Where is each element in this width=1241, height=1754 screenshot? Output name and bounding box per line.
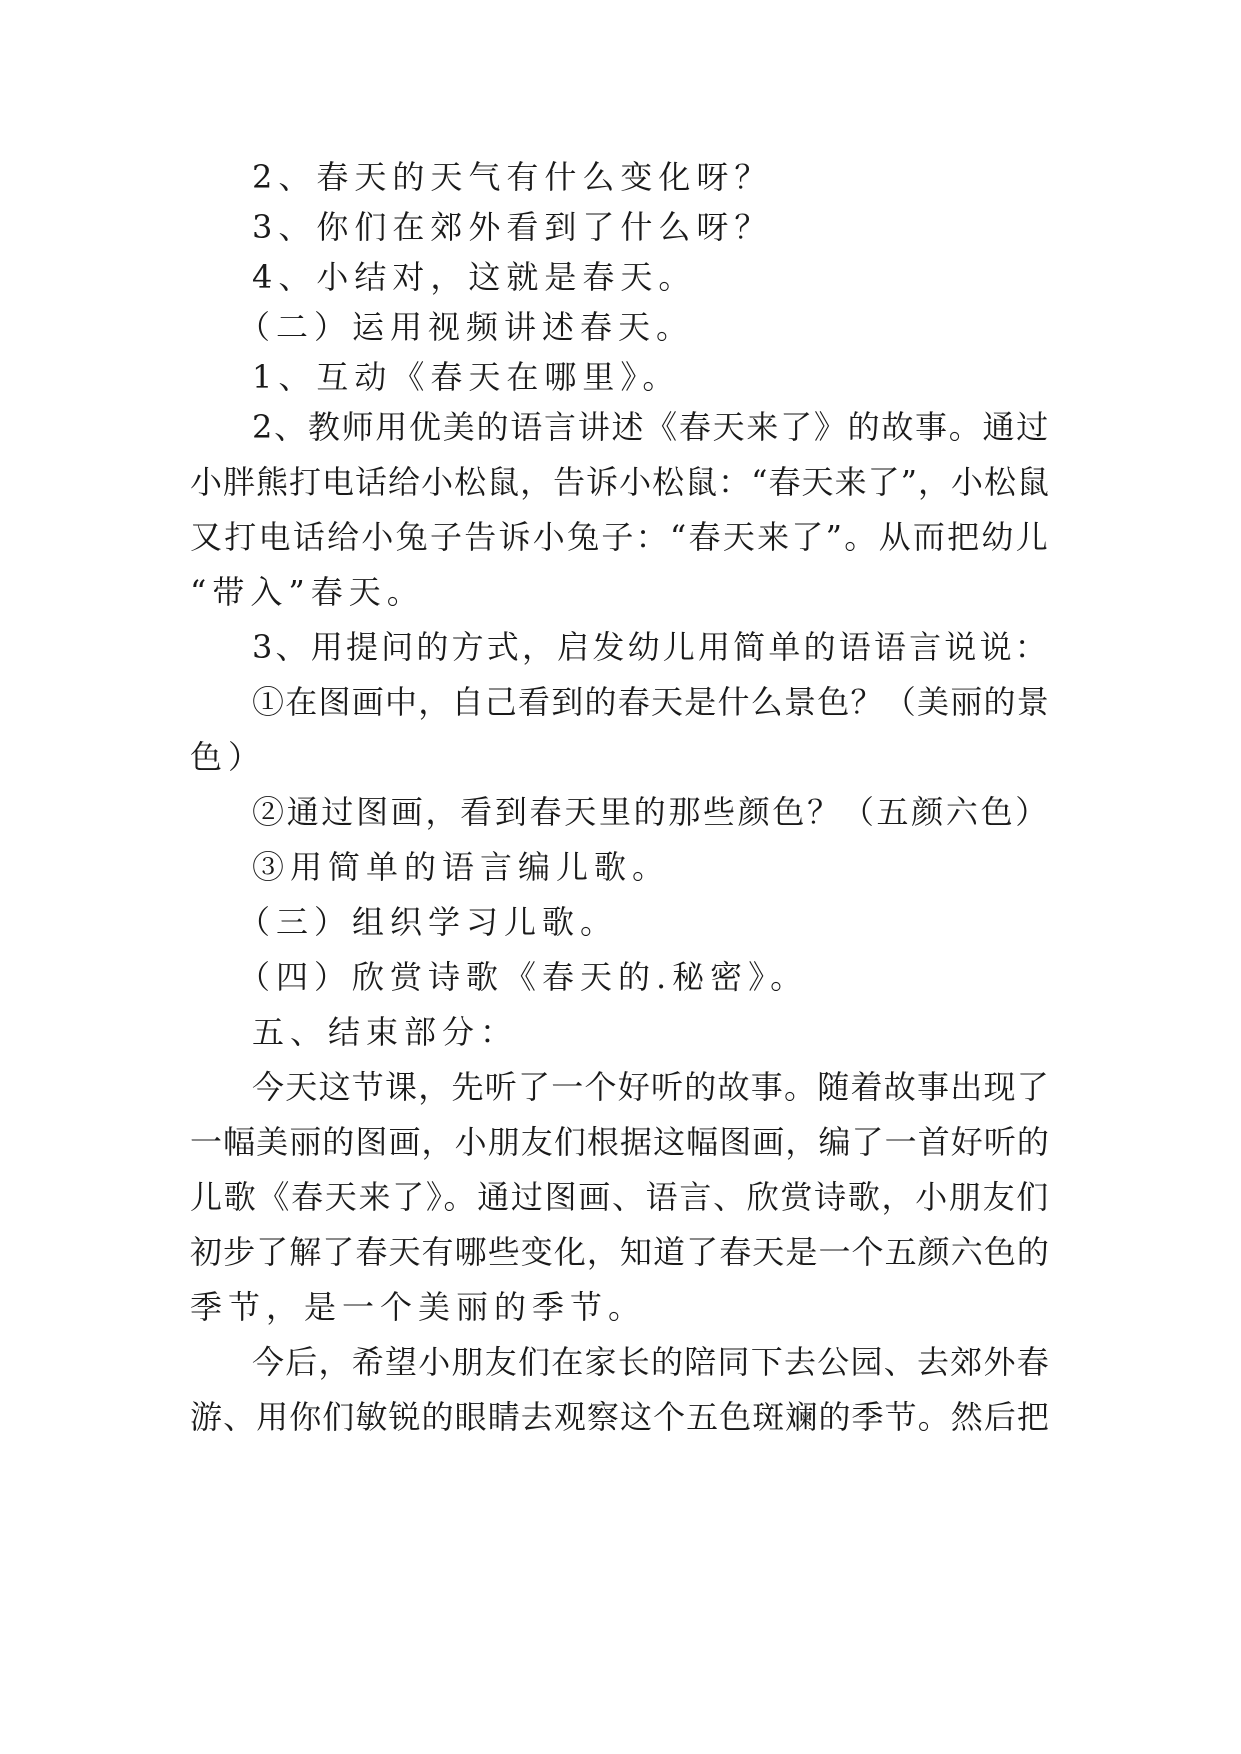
paragraph-line: 游、用你们敏锐的眼睛去观察这个五色斑斓的季节。然后把 (190, 1398, 1050, 1436)
section-heading: （二）运用视频讲述春天。 (238, 308, 695, 346)
paragraph-line: “带入”春天。 (190, 573, 425, 611)
paragraph-line: 儿歌《春天来了》。通过图画、语言、欣赏诗歌，小朋友们 (190, 1178, 1050, 1216)
section-heading: （三）组织学习儿歌。 (238, 903, 619, 941)
paragraph-line: 4、小结对，这就是春天。 (252, 258, 697, 296)
paragraph-line: 初步了解了春天有哪些变化，知道了春天是一个五颜六色的 (190, 1233, 1050, 1271)
paragraph-line: 2、教师用优美的语言讲述《春天来了》的故事。通过 (252, 408, 1050, 446)
paragraph-line: 今后，希望小朋友们在家长的陪同下去公园、去郊外春 (252, 1343, 1050, 1381)
paragraph-line: ②通过图画，看到春天里的那些颜色？（五颜六色） (252, 793, 1050, 831)
paragraph-line: ③用简单的语言编儿歌。 (252, 848, 671, 886)
paragraph-line: 3、用提问的方式，启发幼儿用简单的语语言说说： (252, 628, 1050, 666)
paragraph-line: 小胖熊打电话给小松鼠，告诉小松鼠：“春天来了”，小松鼠 (190, 463, 1050, 501)
section-heading: 五、结束部分： (252, 1013, 519, 1051)
paragraph-line: ①在图画中，自己看到的春天是什么景色？（美丽的景 (252, 683, 1050, 721)
paragraph-line: 1、互动《春天在哪里》。 (252, 358, 681, 396)
paragraph-line: 今天这节课，先听了一个好听的故事。随着故事出现了 (252, 1068, 1050, 1106)
paragraph-line: 3、你们在郊外看到了什么呀？ (252, 208, 773, 246)
paragraph-line: 季节，是一个美丽的季节。 (190, 1288, 647, 1326)
paragraph-line: 一幅美丽的图画，小朋友们根据这幅图画，编了一首好听的 (190, 1123, 1050, 1161)
paragraph-line: 2、春天的天气有什么变化呀？ (252, 158, 773, 196)
paragraph-line: 又打电话给小兔子告诉小兔子：“春天来了”。从而把幼儿 (190, 518, 1050, 556)
section-heading: （四）欣赏诗歌《春天的.秘密》。 (238, 958, 809, 996)
paragraph-line: 色） (190, 738, 267, 776)
